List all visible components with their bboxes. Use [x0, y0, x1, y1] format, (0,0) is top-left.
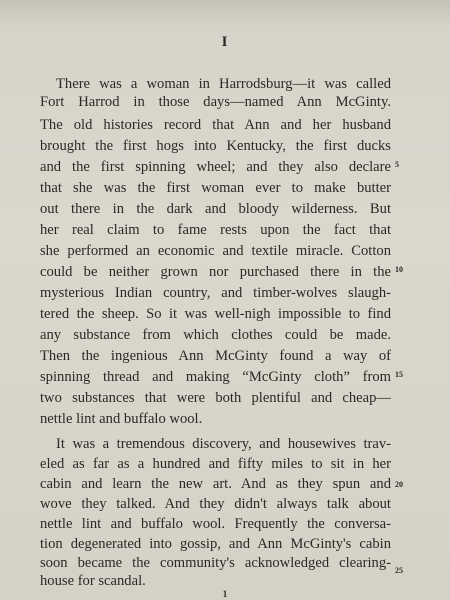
text-line: soon became the community's acknowledged clearing- [40, 555, 391, 571]
text-line: Then the ingenious Ann McGinty found a way of [40, 348, 391, 364]
text-line: two substances that were both plentiful and cheap— [40, 390, 391, 406]
text-line: tered the sheep. So it was well-nigh impossible to find [40, 306, 391, 322]
text-line: wove they talked. And they didn't always talk about [40, 496, 391, 512]
chapter-heading: I [221, 34, 229, 50]
line-number: 20 [395, 480, 403, 489]
text-line: any substance from which clothes could be made. [40, 327, 391, 343]
text-line: and the first spinning wheel; and they also declare [40, 159, 391, 175]
text-line: her real claim to fame rests upon the fact that [40, 222, 391, 238]
text-line: The old histories record that Ann and her husband [40, 117, 391, 133]
text-line: nettle lint and buffalo wool. [40, 411, 203, 427]
text-line: house for scandal. [40, 573, 146, 589]
text-line: nettle lint and buffalo wool. Frequently the conversa- [40, 516, 391, 532]
line-number: 5 [395, 160, 399, 169]
text-line: eled as far as a hundred and fifty miles to sit in her [40, 456, 391, 472]
text-line: There was a woman in Harrodsburg—it was called [56, 76, 391, 92]
text-line: It was a tremendous discovery, and housewives trav- [56, 436, 391, 452]
text-line: out there in the dark and bloody wilderness. But [40, 201, 391, 217]
text-line: brought the first hogs into Kentucky, the first ducks [40, 138, 391, 154]
text-line: cabin and learn the new art. And as they spun and [40, 476, 391, 492]
text-line: mysterious Indian country, and timber-wolves slaugh- [40, 285, 391, 301]
line-number: 10 [395, 265, 403, 274]
text-line: Fort Harrod in those days—named Ann McGinty. [40, 94, 391, 110]
text-line: that she was the first woman ever to make butter [40, 180, 391, 196]
page-number: 1 [222, 589, 228, 599]
text-line: could be neither grown nor purchased there in the [40, 264, 391, 280]
line-number: 15 [395, 370, 403, 379]
show-through-from-previous-page [0, 0, 450, 26]
text-line: she performed an economic and textile miracle. Cotton [40, 243, 391, 259]
text-line: spinning thread and making “McGinty cloth” from [40, 369, 391, 385]
line-number: 25 [395, 566, 403, 575]
text-line: tion degenerated into gossip, and Ann McGinty's cabin [40, 536, 391, 552]
